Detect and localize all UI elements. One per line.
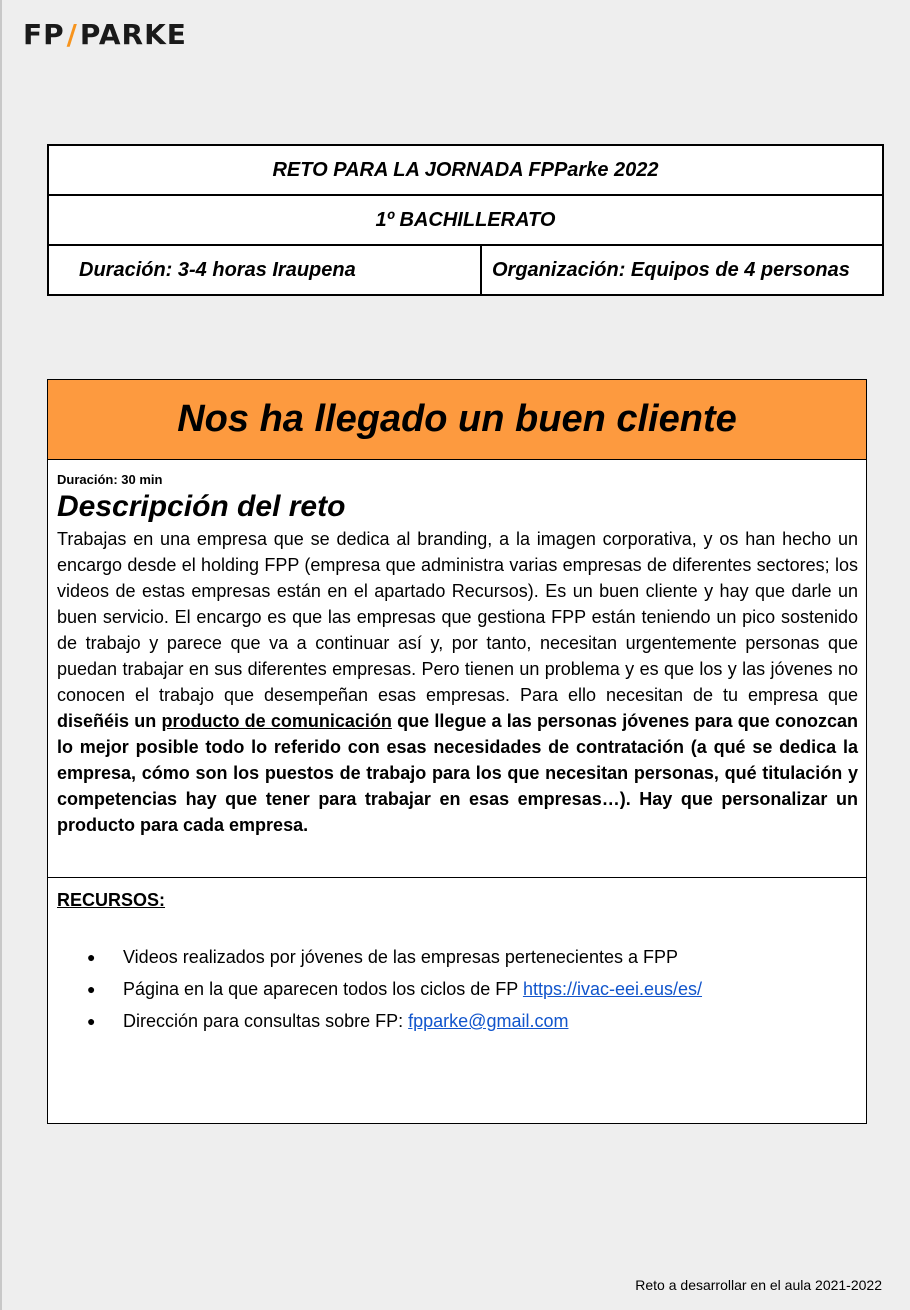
fpparke-logo (23, 18, 187, 51)
description-bold-underline: producto de comunicación (161, 711, 392, 731)
email-link[interactable]: fpparke@gmail.com (408, 1011, 569, 1031)
description-heading: Descripción del reto (57, 490, 346, 523)
resource-item-ciclos (87, 973, 858, 1005)
description-bold-2: que llegue a las personas jóvenes para que conozcan lo mejor posible todo lo referido con esas necesidades de contratación (a qué se dedica la empresa, cómo son los puestos de trabajo para los que necesitan personas, qué titulación y competencias hay que tener para trabajar en esas empresas…). Hay que personalizar un producto para cada empresa. (57, 711, 858, 835)
header-level: 1º BACHILLERATO (48, 195, 883, 245)
challenge-card (47, 379, 867, 1124)
header-organization: Organización: Equipos de 4 personas (481, 245, 883, 295)
description-intro: Trabajas en una empresa que se dedica al branding, a la imagen corporativa, y os han hecho un encargo desde el holding FPP (empresa que administra varias empresas de diferentes sectores; los videos de estas empresas están en el apartado Recursos). Es un buen cliente y hay que darle un buen servicio. El encargo es que las empresas que gestiona FPP están teniendo un pico sostenido de trabajo y parece que va a continuar así y, por tanto, necesitan urgentemente personas que puedan trabajar en sus diferentes empresas. Pero tienen un problema y es que los y las jóvenes no conocen el trabajo que desempeñan esas empresas. Para ello necesitan de tu empresa que (57, 529, 858, 705)
logo-slash: / (66, 18, 78, 51)
description-bold-1: diseñéis un (57, 711, 162, 731)
resource-item-email-text: Dirección para consultas sobre FP: (123, 1011, 409, 1031)
resource-item-videos-text: Videos realizados por jóvenes de las empresas pertenecientes a FPP (123, 947, 678, 967)
logo-fp: FP (23, 18, 65, 51)
resources-section (48, 878, 866, 1045)
header-duration: Duración: 3-4 horas Iraupena (48, 245, 481, 295)
challenge-description (48, 460, 866, 878)
logo-parke: PARKE (79, 18, 187, 51)
page-edge (0, 0, 2, 1310)
ciclos-link[interactable]: https://ivac-eei.eus/es/ (522, 979, 703, 999)
footer-note: Reto a desarrollar en el aula 2021-2022 (635, 1277, 882, 1293)
challenge-title: Nos ha llegado un buen cliente (48, 380, 866, 460)
header-title: RETO PARA LA JORNADA FPParke 2022 (48, 145, 883, 195)
resource-item-email (87, 1005, 858, 1037)
header-table (47, 144, 884, 296)
description-text (57, 526, 858, 838)
resource-item-ciclos-text: Página en la que aparecen todos los ciclos de FP (123, 979, 523, 999)
resources-list (57, 941, 858, 1037)
resources-heading: RECURSOS: (57, 890, 166, 910)
resource-item-videos (87, 941, 858, 973)
challenge-duration: Duración: 30 min (57, 472, 163, 487)
